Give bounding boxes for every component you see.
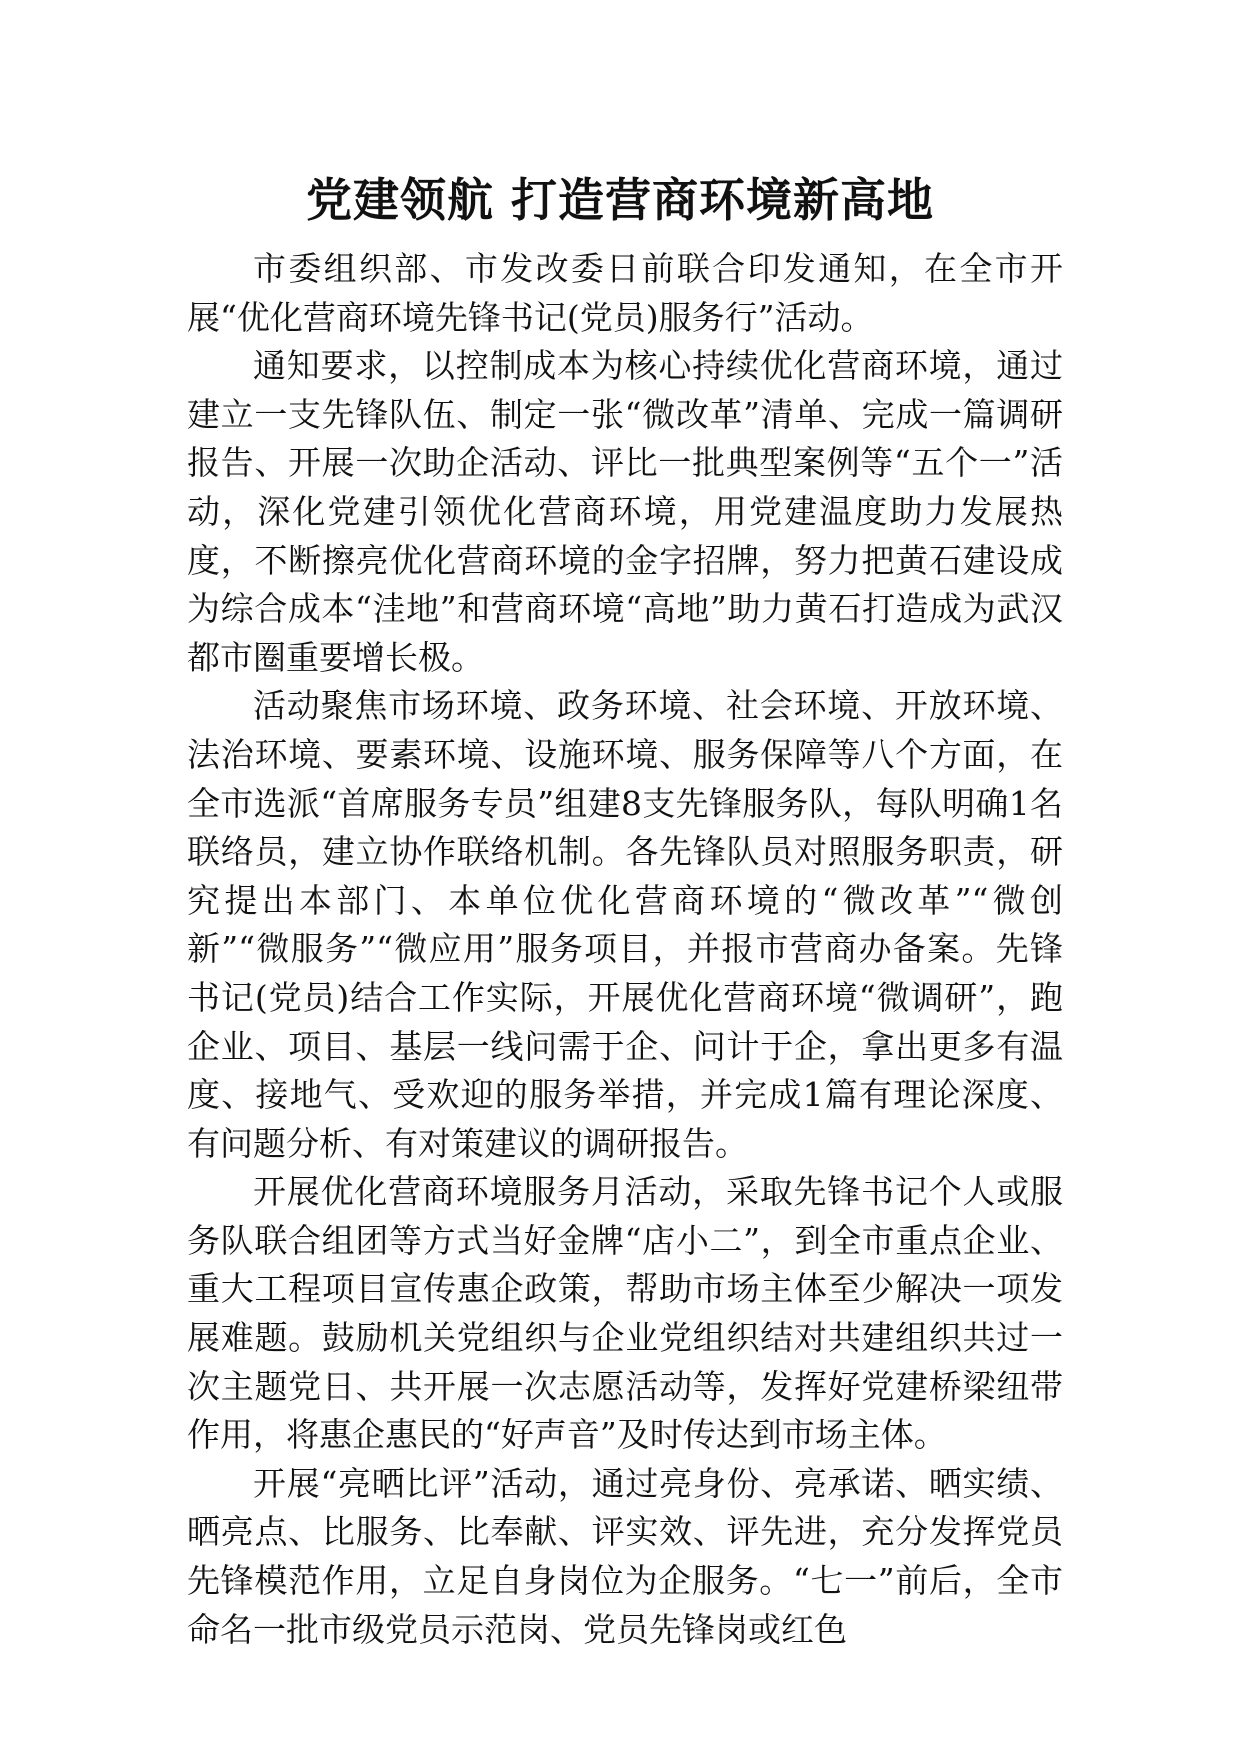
paragraph-4: 开展优化营商环境服务月活动，采取先锋书记个人或服务队联合组团等方式当好金牌“店小二”，到全市重点企业、重大工程项目宣传惠企政策，帮助市场主体至少解决一项发展难题。鼓励机关党组织与企业党组织结对共建组织共过一次主题党日、共开展一次志愿活动等，发挥好党建桥梁纽带作用，将惠企惠民的“好声音”及时传达到市场主体。 [187,1172,1063,1455]
paragraph-1: 市委组织部、市发改委日前联合印发通知，在全市开展“优化营商环境先锋书记(党员)服务行”活动。 [187,249,1063,337]
article-body [187,245,1063,1654]
paragraph-5: 开展“亮晒比评”活动，通过亮身份、亮承诺、晒实绩、晒亮点、比服务、比奉献、评实效、评先进，充分发挥党员先锋模范作用，立足自身岗位为企服务。“七一”前后，全市命名一批市级党员示范岗、党员先锋岗或红色 [187,1463,1063,1649]
page-title: 党建领航 打造营商环境新高地 [305,173,934,227]
paragraph-2: 通知要求，以控制成本为核心持续优化营商环境，通过建立一支先锋队伍、制定一张“微改革”清单、完成一篇调研报告、开展一次助企活动、评比一批典型案例等“五个一”活动，深化党建引领优化营商环境，用党建温度助力发展热度，不断擦亮优化营商环境的金字招牌，努力把黄石建设成为综合成本“洼地”和营商环境“高地”助力黄石打造成为武汉都市圈重要增长极。 [187,346,1063,677]
paragraph-3: 活动聚焦市场环境、政务环境、社会环境、开放环境、法治环境、要素环境、设施环境、服务保障等八个方面，在全市选派“首席服务专员”组建8支先锋服务队，每队明确1名联络员，建立协作联络机制。各先锋队员对照服务职责，研究提出本部门、本单位优化营商环境的“微改革”“微创新”“微服务”“微应用”服务项目，并报市营商办备案。先锋书记(党员)结合工作实际，开展优化营商环境“微调研”，跑企业、项目、基层一线问需于企、问计于企，拿出更多有温度、接地气、受欢迎的服务举措，并完成1篇有理论深度、有问题分析、有对策建议的调研报告。 [187,686,1063,1163]
